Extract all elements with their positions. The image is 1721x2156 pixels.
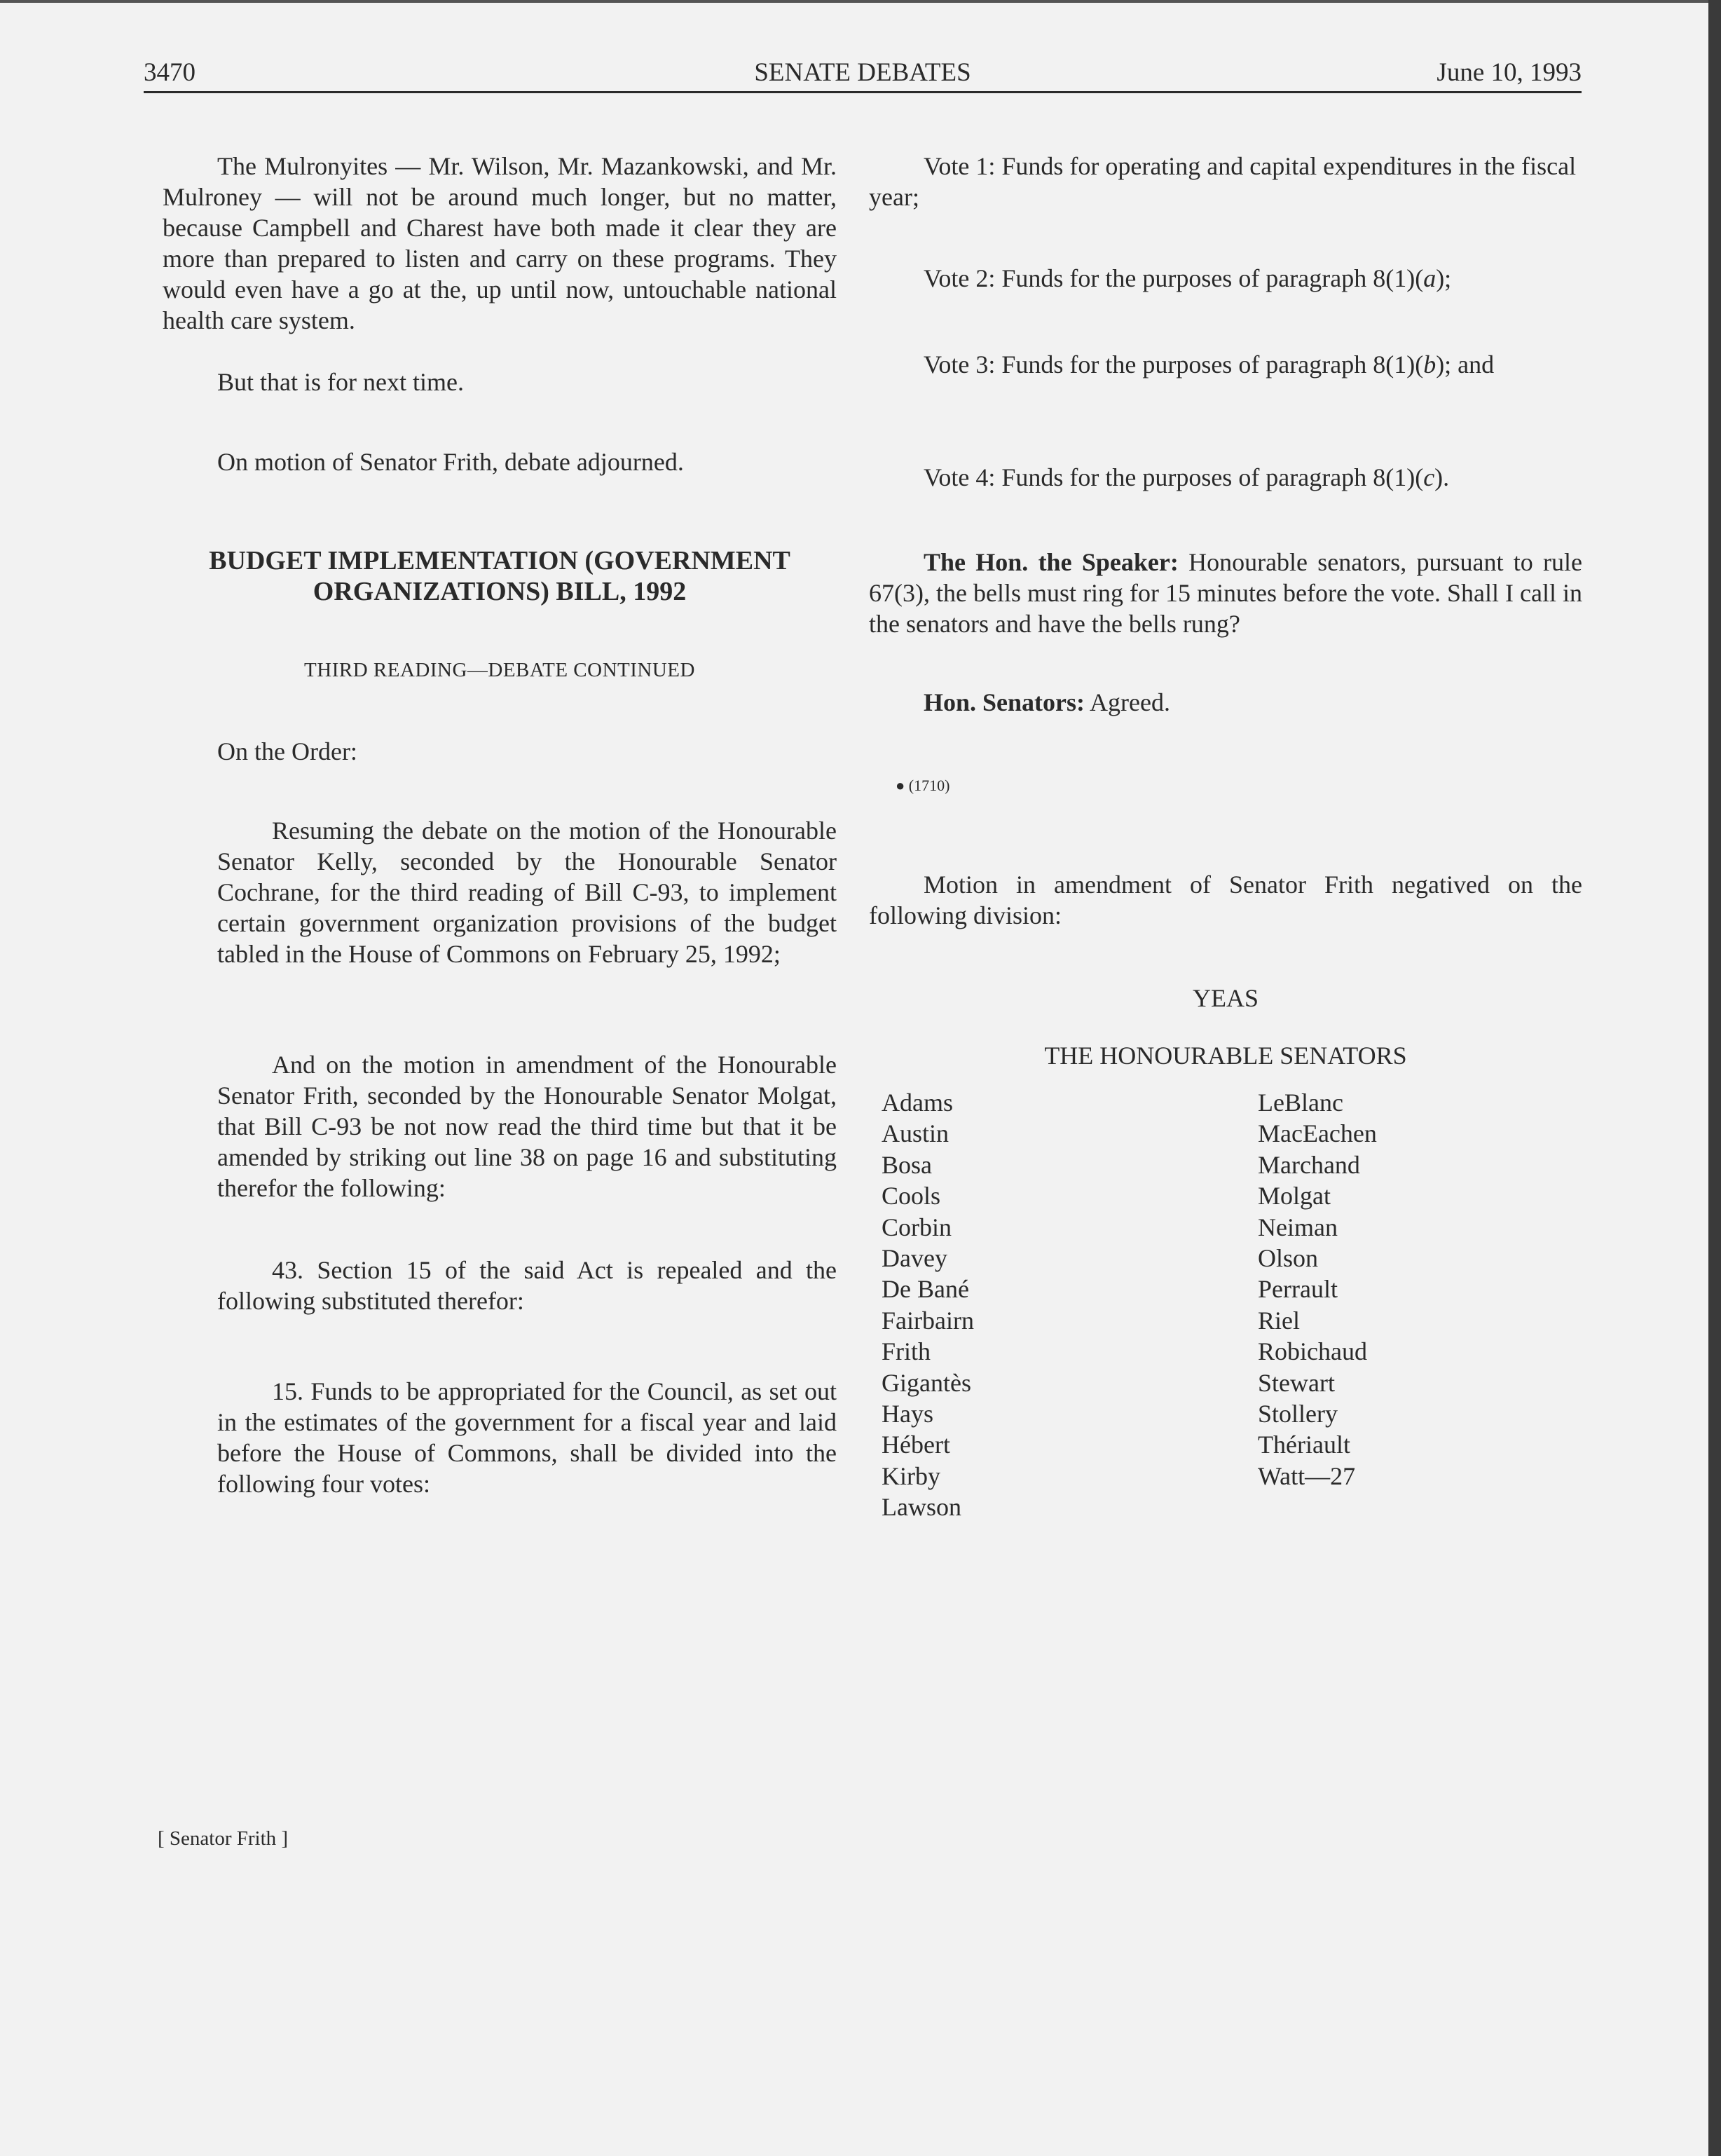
speaker-statement: The Hon. the Speaker: Honourable senators, pursuant to rule 67(3), the bells must ring for 15 minutes before the vote. Shall I call in the senators and have the bells rung? — [869, 548, 1582, 638]
senator-name: Hays — [882, 1400, 933, 1428]
senator-name: Perrault — [1258, 1275, 1338, 1304]
motion-negatived: Motion in amendment of Senator Frith negatived on the following division: — [869, 871, 1582, 929]
paragraph-section-43: 43. Section 15 of the said Act is repealed and the following substituted therefor: — [217, 1256, 837, 1315]
vote-3: Vote 3: Funds for the purposes of paragraph 8(1)(b); and — [924, 350, 1495, 378]
senator-name: Olson — [1258, 1244, 1319, 1273]
senator-name: Frith — [882, 1337, 931, 1366]
yeas-names-column-1 — [882, 1087, 974, 1523]
page-date: June 10, 1993 — [1437, 58, 1582, 87]
senator-name: Thériault — [1258, 1431, 1350, 1459]
senator-name: Robichaud — [1258, 1337, 1367, 1366]
senator-name: Corbin — [882, 1213, 952, 1241]
senators-response: Hon. Senators: Agreed. — [924, 688, 1170, 716]
senator-name: LeBlanc — [1258, 1089, 1343, 1117]
paragraph-amendment: And on the motion in amendment of the Honourable Senator Frith, seconded by the Honourable Senator Molgat, that Bill C-93 be not now read the third time but that it be amended by striking out line 38 on page 16 and substituting therefor the following: — [217, 1051, 837, 1202]
senator-name: Fairbairn — [882, 1306, 974, 1335]
bullet-icon: ● — [896, 777, 905, 794]
paragraph-resuming: Resuming the debate on the motion of the Honourable Senator Kelly, seconded by the Honourable Senator Cochrane, for the third reading of Bill C-93, to implement certain government organization provisions of the budget tabled in the House of Commons on February 25, 1992; — [217, 817, 837, 968]
paragraph-mulronyites: The Mulronyites — Mr. Wilson, Mr. Mazankowski, and Mr. Mulroney — will not be around much longer, but no matter, because Campbell and Charest have both made it clear they are more than prepared to listen and carry on these programs. They would even have a go at the, up until now, untouchable national health care system. — [163, 152, 837, 334]
senator-name: Stollery — [1258, 1400, 1338, 1428]
time-stamp: (1710) — [908, 777, 950, 794]
senator-name: De Bané — [882, 1275, 969, 1304]
senator-name: Davey — [882, 1244, 947, 1273]
page-header — [144, 57, 1582, 91]
senator-name: Hébert — [882, 1431, 950, 1459]
header-rule — [144, 91, 1582, 93]
scan-right-edge — [1708, 0, 1721, 2156]
publication-title: SENATE DEBATES — [754, 58, 971, 87]
senator-name: Neiman — [1258, 1213, 1338, 1241]
senator-name: Lawson — [882, 1493, 961, 1522]
yeas-names-column-2 — [1258, 1087, 1377, 1492]
scan-top-edge — [0, 0, 1721, 3]
senator-name: Kirby — [882, 1461, 940, 1490]
senator-name: Riel — [1258, 1306, 1300, 1335]
paragraph-section-15: 15. Funds to be appropriated for the Council, as set out in the estimates of the government for a fiscal year and laid before the House of Commons, shall be divided into the following four votes: — [217, 1377, 837, 1498]
vote-2: Vote 2: Funds for the purposes of paragraph 8(1)(a); — [924, 264, 1452, 292]
senator-name: Watt—27 — [1258, 1461, 1356, 1490]
senator-name: Austin — [882, 1119, 949, 1148]
senators-heading: THE HONOURABLE SENATORS — [1044, 1042, 1407, 1070]
vote-4: Vote 4: Funds for the purposes of paragraph 8(1)(c). — [924, 463, 1450, 491]
senator-name: Cools — [882, 1182, 941, 1210]
senator-name: Bosa — [882, 1150, 932, 1179]
senator-name: Stewart — [1258, 1368, 1335, 1397]
senators-label: Hon. Senators: — [924, 688, 1085, 716]
yeas-heading: YEAS — [1192, 984, 1259, 1012]
speaker-label: The Hon. the Speaker: — [924, 548, 1179, 576]
bill-heading: BUDGET IMPLEMENTATION (GOVERNMENT ORGANIZATIONS) BILL, 1992 — [209, 546, 790, 606]
senator-name: Adams — [882, 1089, 953, 1117]
senator-name: Gigantès — [882, 1368, 971, 1397]
vote-1: Vote 1: Funds for operating and capital expenditures in the fiscal year; — [869, 152, 1577, 211]
senator-name: Marchand — [1258, 1150, 1360, 1179]
paragraph-next-time: But that is for next time. — [217, 368, 464, 396]
order-label: On the Order: — [217, 737, 357, 765]
reading-subheading: THIRD READING—DEBATE CONTINUED — [304, 659, 695, 681]
senator-name: MacEachen — [1258, 1119, 1377, 1148]
speaker-footer: [ Senator Frith ] — [158, 1827, 289, 1850]
senator-name: Molgat — [1258, 1182, 1331, 1210]
page-number: 3470 — [144, 58, 196, 87]
time-marker — [896, 777, 949, 795]
paragraph-adjourned: On motion of Senator Frith, debate adjourned. — [217, 448, 684, 476]
